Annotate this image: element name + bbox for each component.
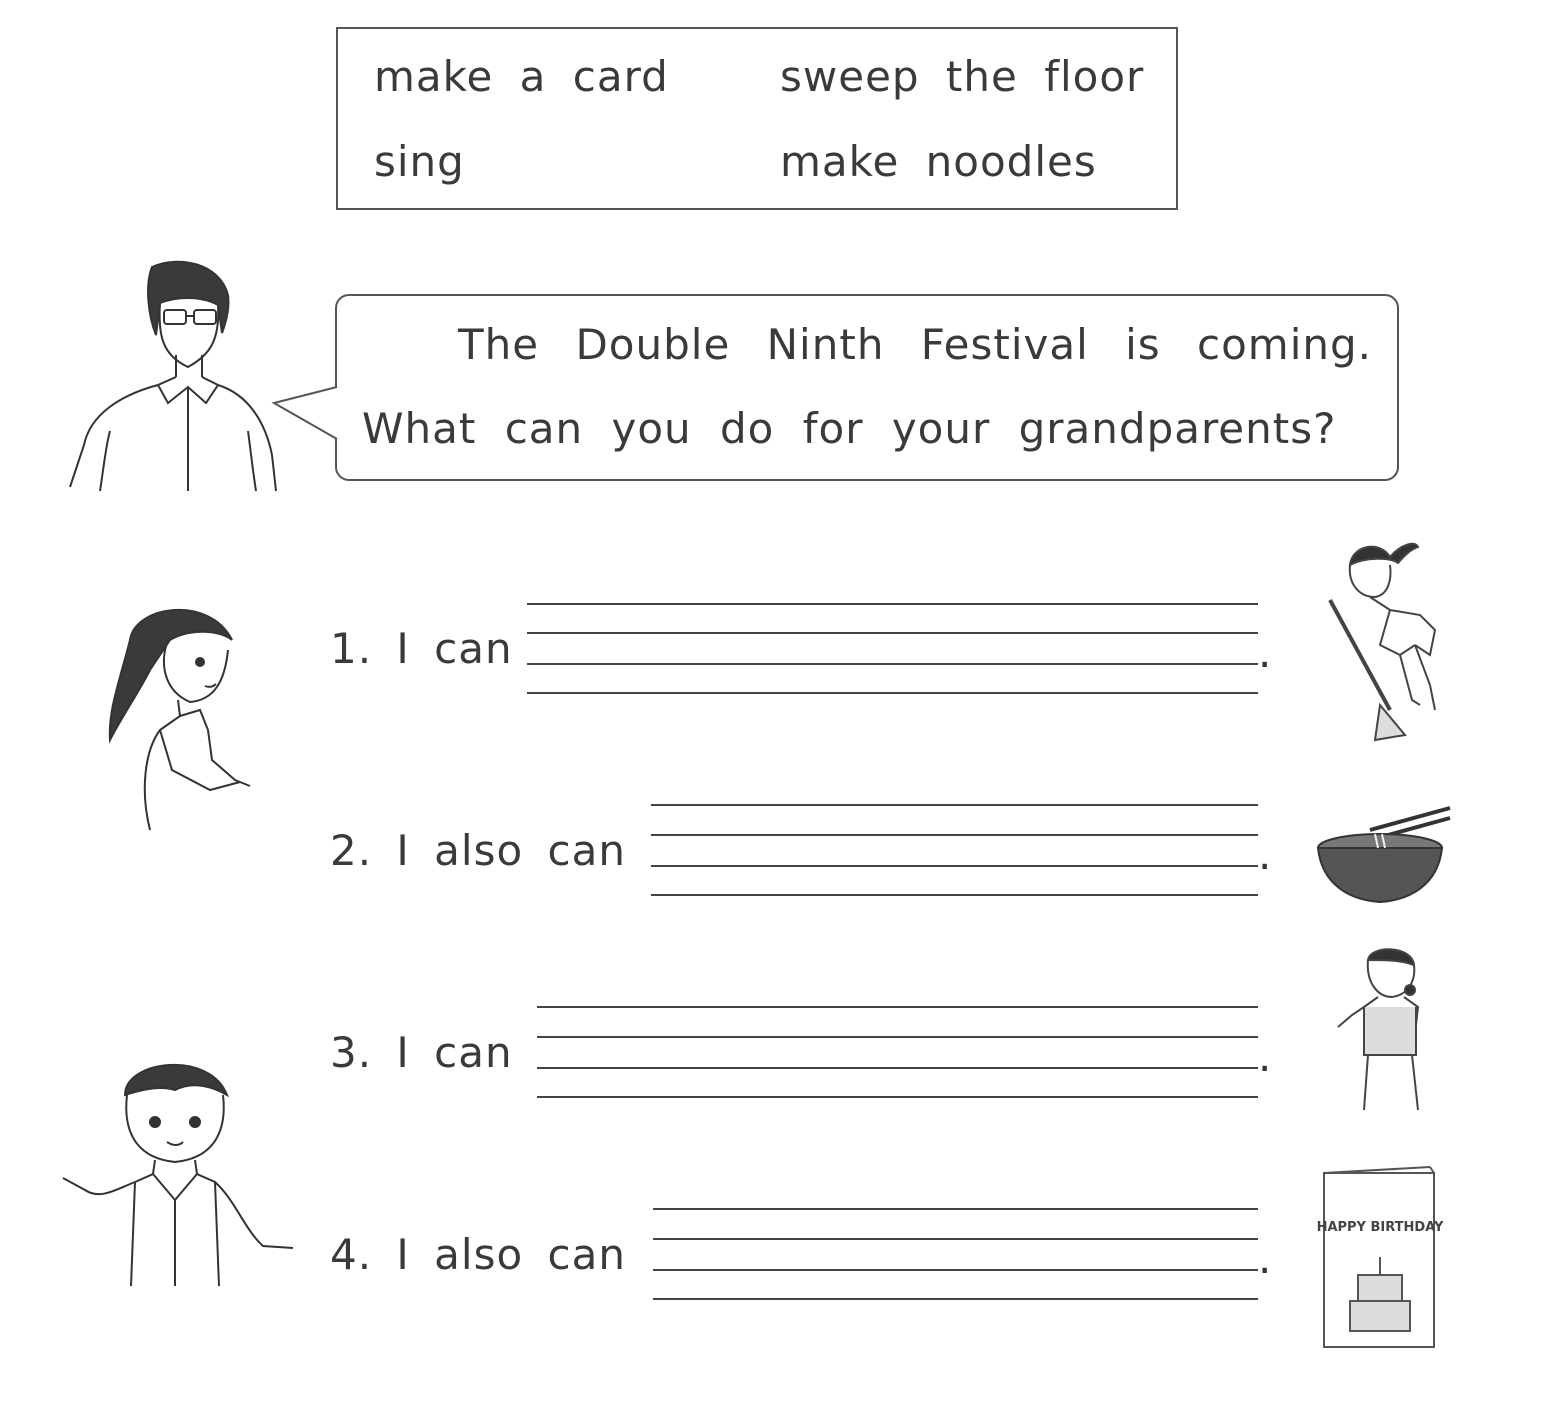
girl-illustration bbox=[100, 600, 260, 840]
birthday-card-picture bbox=[1316, 1165, 1444, 1350]
question-1-end: . bbox=[1258, 628, 1272, 677]
question-4-label: 4. I also can bbox=[330, 1230, 626, 1279]
writing-line bbox=[537, 1096, 1258, 1098]
writing-line bbox=[527, 603, 1258, 605]
speech-bubble-tail bbox=[270, 385, 340, 445]
word-bank-item: make noodles bbox=[780, 137, 1097, 186]
answer-line-1[interactable] bbox=[527, 663, 1258, 665]
question-2-label: 2. I also can bbox=[330, 826, 626, 875]
writing-line bbox=[527, 632, 1258, 634]
writing-line bbox=[527, 692, 1258, 694]
question-3-end: . bbox=[1258, 1032, 1272, 1081]
teacher-illustration bbox=[60, 255, 280, 495]
word-bank-item: sweep the floor bbox=[780, 52, 1145, 101]
writing-line bbox=[653, 1298, 1258, 1300]
question-3-label: 3. I can bbox=[330, 1028, 513, 1077]
writing-line bbox=[537, 1006, 1258, 1008]
answer-line-3[interactable] bbox=[537, 1067, 1258, 1069]
word-bank-item: sing bbox=[374, 137, 465, 186]
sweeping-girl-picture bbox=[1320, 535, 1450, 745]
answer-line-2[interactable] bbox=[651, 865, 1258, 867]
singing-boy-picture bbox=[1330, 945, 1430, 1130]
question-1-label: 1. I can bbox=[330, 624, 513, 673]
word-bank-item: make a card bbox=[374, 52, 669, 101]
writing-line bbox=[651, 834, 1258, 836]
speech-line-2: What can you do for your grandparents? bbox=[362, 404, 1337, 453]
writing-line bbox=[651, 804, 1258, 806]
writing-line bbox=[537, 1036, 1258, 1038]
speech-line-1: The Double Ninth Festival is coming. bbox=[458, 320, 1373, 369]
question-2-end: . bbox=[1258, 830, 1272, 879]
writing-line bbox=[651, 894, 1258, 896]
question-4-end: . bbox=[1258, 1234, 1272, 1283]
writing-line bbox=[653, 1238, 1258, 1240]
writing-line bbox=[653, 1208, 1258, 1210]
card-text: HAPPY BIRTHDAY bbox=[1316, 1220, 1444, 1235]
noodles-bowl-picture bbox=[1310, 800, 1460, 910]
boy-illustration bbox=[55, 1050, 305, 1290]
answer-line-4[interactable] bbox=[653, 1269, 1258, 1271]
